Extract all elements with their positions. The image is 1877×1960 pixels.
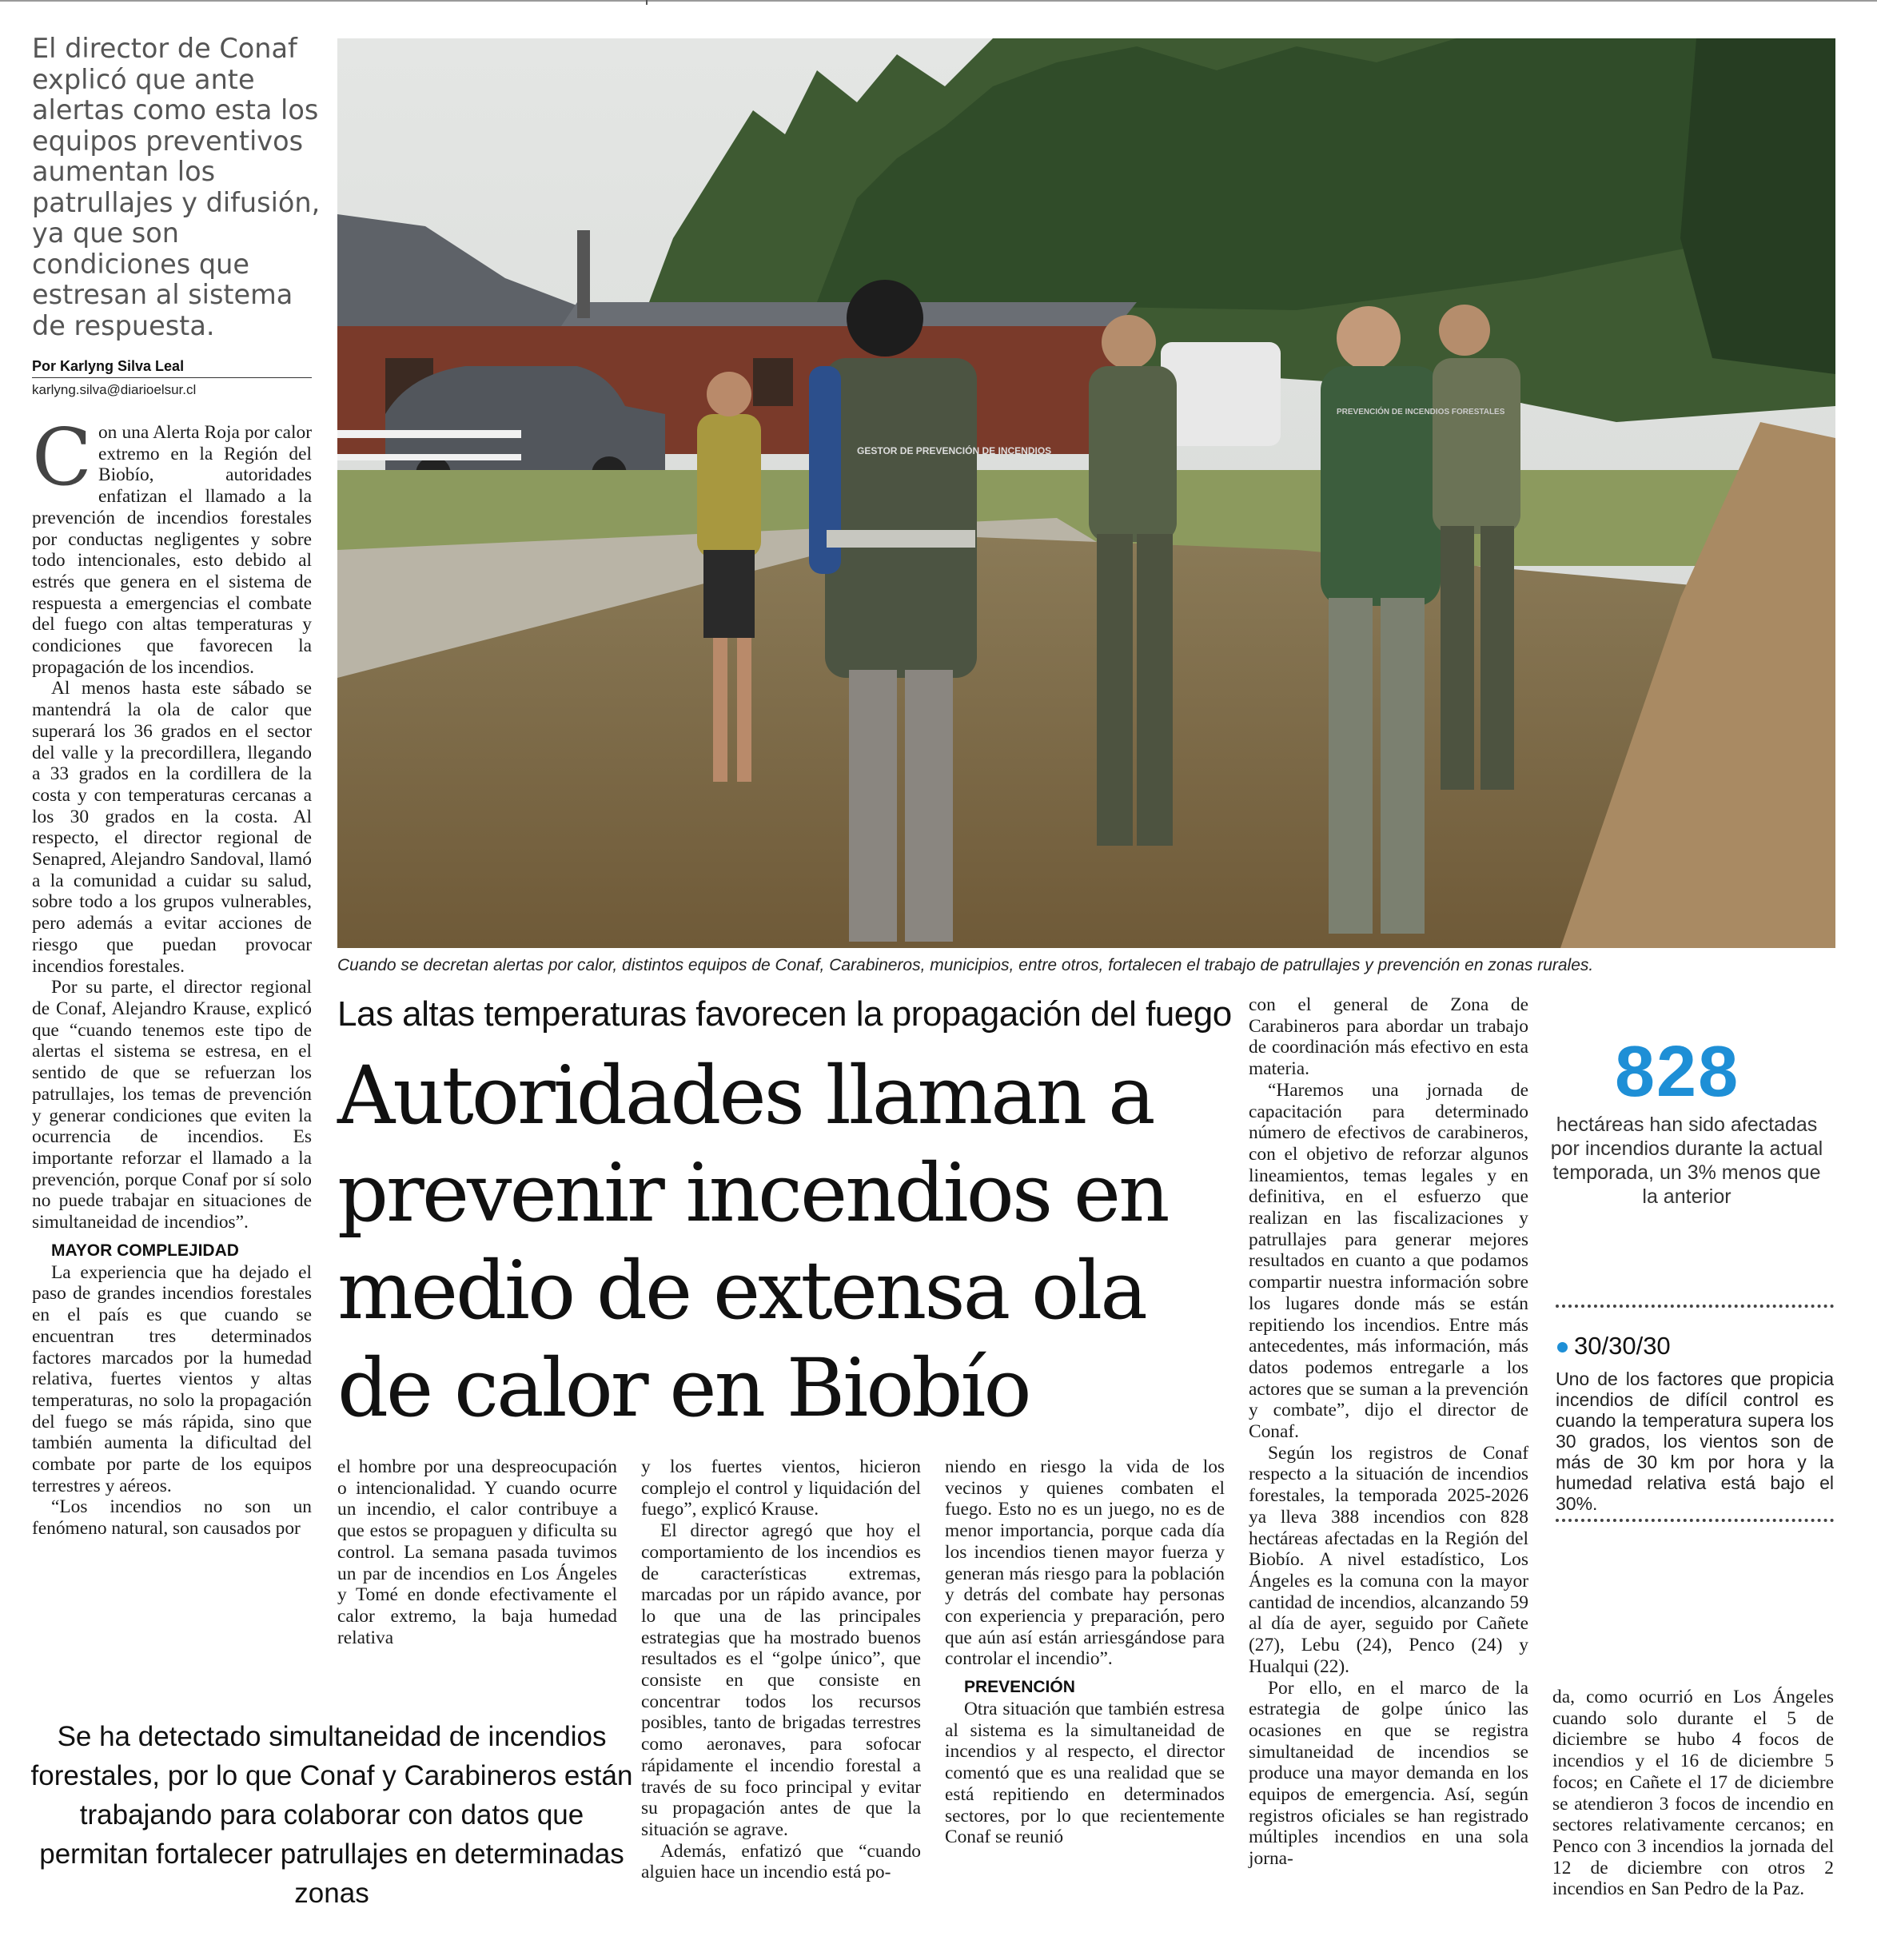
stat-divider-2 — [1556, 1519, 1834, 1522]
article-column-3 — [641, 1456, 921, 1883]
paragraph: niendo en riesgo la vida de los vecinos y quienes combaten el fuego. Esto no es un juego, no es de menor importancia, porque cada día los incendios tienen mayor fuerza y generan más riesgo para la población y detrás del combate hay personas con experiencia y preparación, pero que aún así están arriesgándose para controlar el incendio”. — [945, 1456, 1225, 1670]
pull-quote: El director de Conaf explicó que ante alertas como esta los equipos preventivos aumentan los patrullajes y difusión, ya que son condiciones que estresan al sistema de respuesta. — [32, 33, 321, 341]
byline-rule — [32, 377, 312, 378]
bullet-dot-icon — [1557, 1342, 1568, 1352]
top-rule — [0, 0, 1877, 2]
paragraph: “Los incendios no son un fenómeno natural, son causados por — [32, 1496, 312, 1540]
paragraph: “Haremos una jornada de capacitación para determinado número de efectivos de carabineros, con el objetivo de reforzar algunos lineamientos, temas legales y en definitiva, en el esfuerzo que realizan en las fiscalizaciones y patrullajes para generar mejores resultados en cuanto a que podamos compartir nuestra información sobre los lugares donde más se están repitiendo los incendios. Entre más antecedentes, más información, más datos podemos entregarle a los actores que se suman a la prevención y combate”, dijo el director de Conaf. — [1249, 1079, 1528, 1443]
paragraph: Al menos hasta este sábado se mantendrá la ola de calor que superará los 36 grados en el sector del valle y la precordillera, llegando a 33 grados en la cordillera de la costa y con temperaturas cercanas a los 30 grados en la costa. Al respecto, el director regional de Senapred, Alejandro Sandoval, llamó a la comunidad a cuidar su salud, sobre todo a los grupos vulnerables, pero además a evitar acciones de riesgo que puedan provocar incendios forestales. — [32, 678, 312, 977]
paragraph: Por ello, en el marco de la estrategia de golpe único las ocasiones en que se registra simultaneidad de incendios se produce una mayor demanda en los equipos de emergencia. Así, según registros oficiales se han registrado múltiples incendios en una sola jorna- — [1249, 1677, 1528, 1870]
person-green-cap — [1321, 306, 1441, 934]
person-carabinero-1 — [1089, 315, 1177, 846]
article-column-6 — [1552, 1687, 1834, 1900]
paragraph: El director agregó que hoy el comportamiento de los incendios es de características extremas, marcadas por un rápido avance, por lo que una de las principales estrategias que ha mostrado buenos resultados es el “golpe único”, que consiste en que consiste en concentrar todos los recursos posibles, tanto de brigadas terrestres como aeronaves, para sofocar rápidamente el incendio forestal a través de su foco principal y evitar su propagación antes de que la situación se agrave. — [641, 1520, 921, 1840]
paragraph: Además, enfatizó que “cuando alguien hace un incendio está po- — [641, 1840, 921, 1883]
vest-text: GESTOR DE PREVENCIÓN DE INCENDIOS — [857, 445, 1052, 456]
paragraph: La experiencia que ha dejado el paso de grandes incendios forestales en el país es que cuando se encuentran tres determinados factores marcados por la humedad relativa, fuertes vientos y altas temperaturas, no solo la propagación del fuego se más rápida, sino que también aumenta la dificultad del combate por parte de los equipos terrestres y aéreos. — [32, 1261, 312, 1496]
article-column-1 — [32, 412, 312, 1540]
vest-text-2: PREVENCIÓN DE INCENDIOS FORESTALES — [1337, 408, 1505, 416]
subheading-prevencion: PREVENCIÓN — [964, 1678, 1075, 1697]
paragraph: el hombre por una despreocupación o intencionalidad. Y cuando ocurre un incendio, el calor contribuye a que estos se propaguen y dificulta su control. La semana pasada tuvimos un par de incendios en Los Ángeles y Tomé en donde efectivamente el calor extremo, la baja humedad relativa — [337, 1456, 617, 1648]
stat-second-text: Uno de los factores que propicia incendios de difícil control es cuando la temperatura supera los 30 grados, los vientos son de más de 30 km por hora y la humedad relativa está bajo el 30%. — [1556, 1368, 1834, 1514]
photo-caption: Cuando se decretan alertas por calor, distintos equipos de Conaf, Carabineros, municipios, entre otros, fortalecen el trabajo de patrullajes y prevención en zonas rurales. — [337, 956, 1594, 974]
headline: Autoridades llaman a prevenir incendios en medio de extensa ola de calor en Biobío — [337, 1049, 1168, 1435]
stat-divider-1 — [1556, 1305, 1834, 1308]
article-column-5 — [1249, 994, 1528, 1870]
article-photo — [337, 38, 1835, 948]
paragraph: con el general de Zona de Carabineros para abordar un trabajo de coordinación más efectivo en esta materia. — [1249, 994, 1528, 1080]
article-column-4 — [945, 1456, 1225, 1848]
kicker: Las altas temperaturas favorecen la propagación del fuego — [337, 994, 1232, 1034]
stat-big-text: hectáreas han sido afectadas por incendios durante la actual temporada, un 3% menos que la anterior — [1550, 1113, 1823, 1208]
top-tick — [646, 0, 648, 5]
drop-cap: C — [32, 412, 92, 504]
subheading-mayor-complejidad: MAYOR COMPLEJIDAD — [51, 1241, 239, 1260]
article-column-2 — [337, 1456, 617, 1648]
paragraph: Según los registros de Conaf respecto a la situación de incendios forestales, la temporada 2025-2026 ya lleva 388 incendios con 828 hectáreas afectadas en la Región del Biobío. A nivel estadístico, Los Ángeles es la comuna con la mayor cantidad de incendios, alcanzando 59 al día de ayer, seguido por Cañete (27), Lebu (24), Penco (24) y Hualqui (22). — [1249, 1442, 1528, 1677]
byline-author: Por Karlyng Silva Leal — [32, 358, 185, 374]
stat-big-number: 828 — [1615, 1032, 1740, 1112]
paragraph: da, como ocurrió en Los Ángeles cuando solo durante el 5 de diciembre se hubo 4 focos de incendios y el 16 de diciembre 5 focos; en Cañete el 17 de diciembre se atendieron 3 focos de incendio en sectores relativamente cercanos; en Penco con 3 incendios la jornada del 12 de diciembre con otros 2 incendios en San Pedro de la Paz. — [1552, 1687, 1834, 1900]
lead-paragraph: Con una Alerta Roja por calor extremo en la Región del Biobío, autoridades enfatizan el llamado a la prevención de incendios forestales por conductas negligentes y sobre todo intencionales, esto debido al estrés que genera en el sistema de respuesta a emergencias el combate del fuego con altas temperaturas y condiciones que favorecen la propagación de los incendios. — [32, 412, 312, 678]
paragraph: y los fuertes vientos, hicieron complejo el control y liquidación del fuego”, explicó Krause. — [641, 1456, 921, 1520]
paragraph: Otra situación que también estresa al sistema es la simultaneidad de incendios y al respecto, el director comentó que es una realidad que se está repitiendo en determinados sectores, por lo que recientemente Conaf se reunió — [945, 1699, 1225, 1848]
byline-email[interactable]: karlyng.silva@diarioelsur.cl — [32, 382, 197, 397]
highlight-quote: Se ha detectado simultaneidad de incendios forestales, por lo que Conaf y Carabineros están trabajando para colaborar con datos que permitan fortalecer patrullajes en determinadas zonas — [30, 1721, 633, 1909]
paragraph: Por su parte, el director regional de Conaf, Alejandro Krause, explicó que “cuando tenemos este tipo de alertas el sistema se estresa, en el sentido de que se refuerzan los patrullajes, los temas de prevención y generar condiciones que eviten la ocurrencia de incendios. Es importante reforzar el llamado a la prevención, porque Conaf por sí solo no puede trabajar en situaciones de simultaneidad de incendios”. — [32, 977, 312, 1233]
stat-second-title: 30/30/30 — [1557, 1332, 1671, 1360]
